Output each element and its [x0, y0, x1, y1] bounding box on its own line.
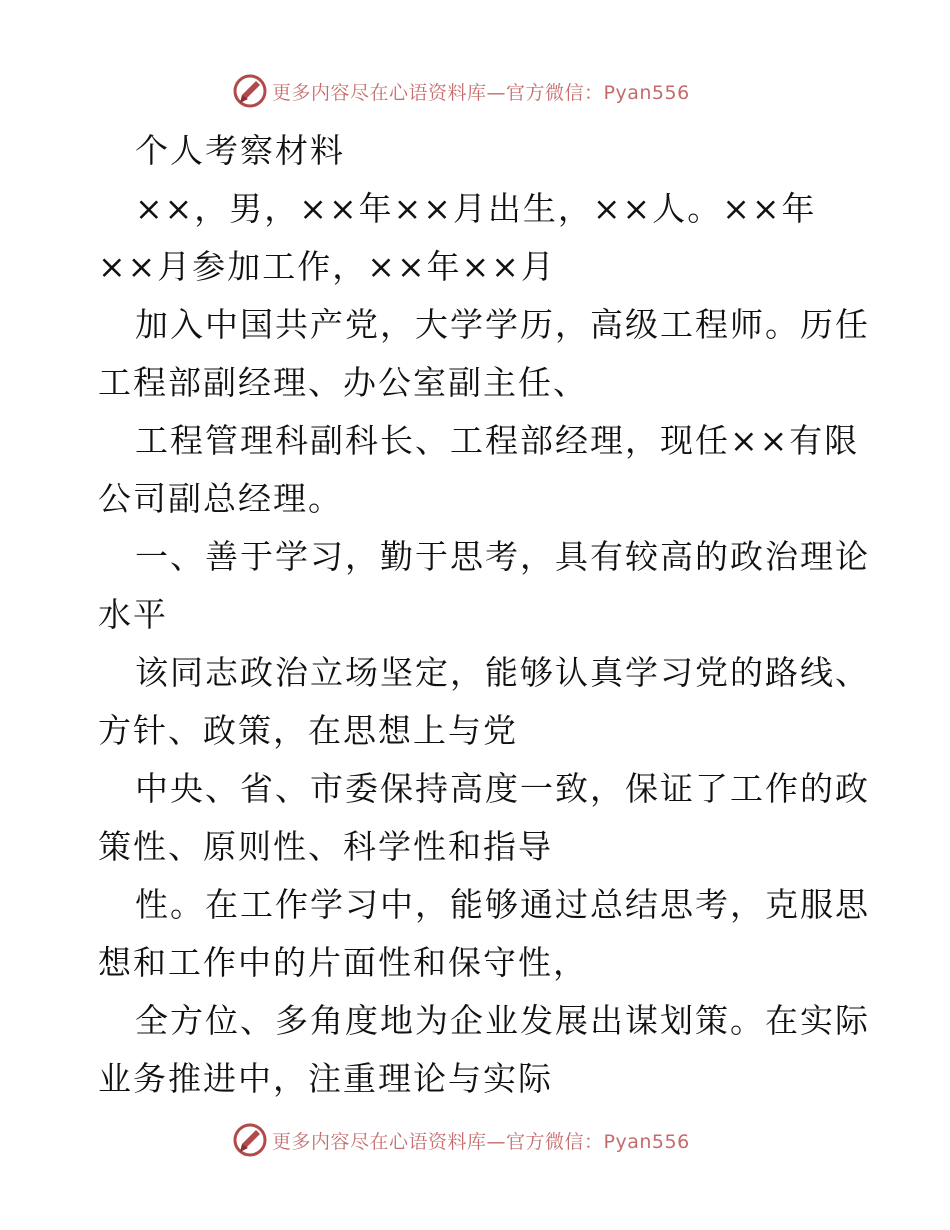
document-body: [98, 122, 870, 1108]
text-line: 性。在工作学习中，能够通过总结思考，克服思: [135, 885, 870, 924]
text-line: 工程管理科副科长、工程部经理，现任××有限: [135, 421, 860, 460]
text-line: 中央、省、市委保持高度一致，保证了工作的政: [135, 769, 870, 808]
text-line: 想和工作中的片面性和保守性，: [98, 943, 588, 982]
document-title: 个人考察材料: [135, 131, 345, 170]
watermark-header: [232, 71, 690, 111]
watermark-footer: [232, 1120, 690, 1160]
text-line: 业务推进中，注重理论与实际: [98, 1059, 553, 1098]
watermark-text: 更多内容尽在心语资料库—官方微信：Pyan556: [272, 81, 690, 104]
text-line: 该同志政治立场坚定，能够认真学习党的路线、: [135, 653, 870, 692]
text-line: 方针、政策，在思想上与党: [98, 711, 518, 750]
text-line: 加入中国共产党，大学学历，高级工程师。历任: [135, 305, 870, 344]
text-line: 工程部副经理、办公室副主任、: [98, 363, 588, 402]
watermark-logo-icon: [232, 1122, 268, 1158]
text-line: 公司副总经理。: [98, 479, 343, 518]
text-line: 一、善于学习，勤于思考，具有较高的政治理论: [135, 537, 870, 576]
text-line: ××月参加工作，××年××月: [98, 247, 556, 286]
text-line: 水平: [98, 595, 168, 634]
watermark-logo-icon: [232, 73, 268, 109]
watermark-text: 更多内容尽在心语资料库—官方微信：Pyan556: [272, 1130, 690, 1153]
text-line: ××，男，××年××月出生，××人。××年: [135, 189, 817, 228]
text-line: 策性、原则性、科学性和指导: [98, 827, 553, 866]
text-line: 全方位、多角度地为企业发展出谋划策。在实际: [135, 1001, 870, 1040]
